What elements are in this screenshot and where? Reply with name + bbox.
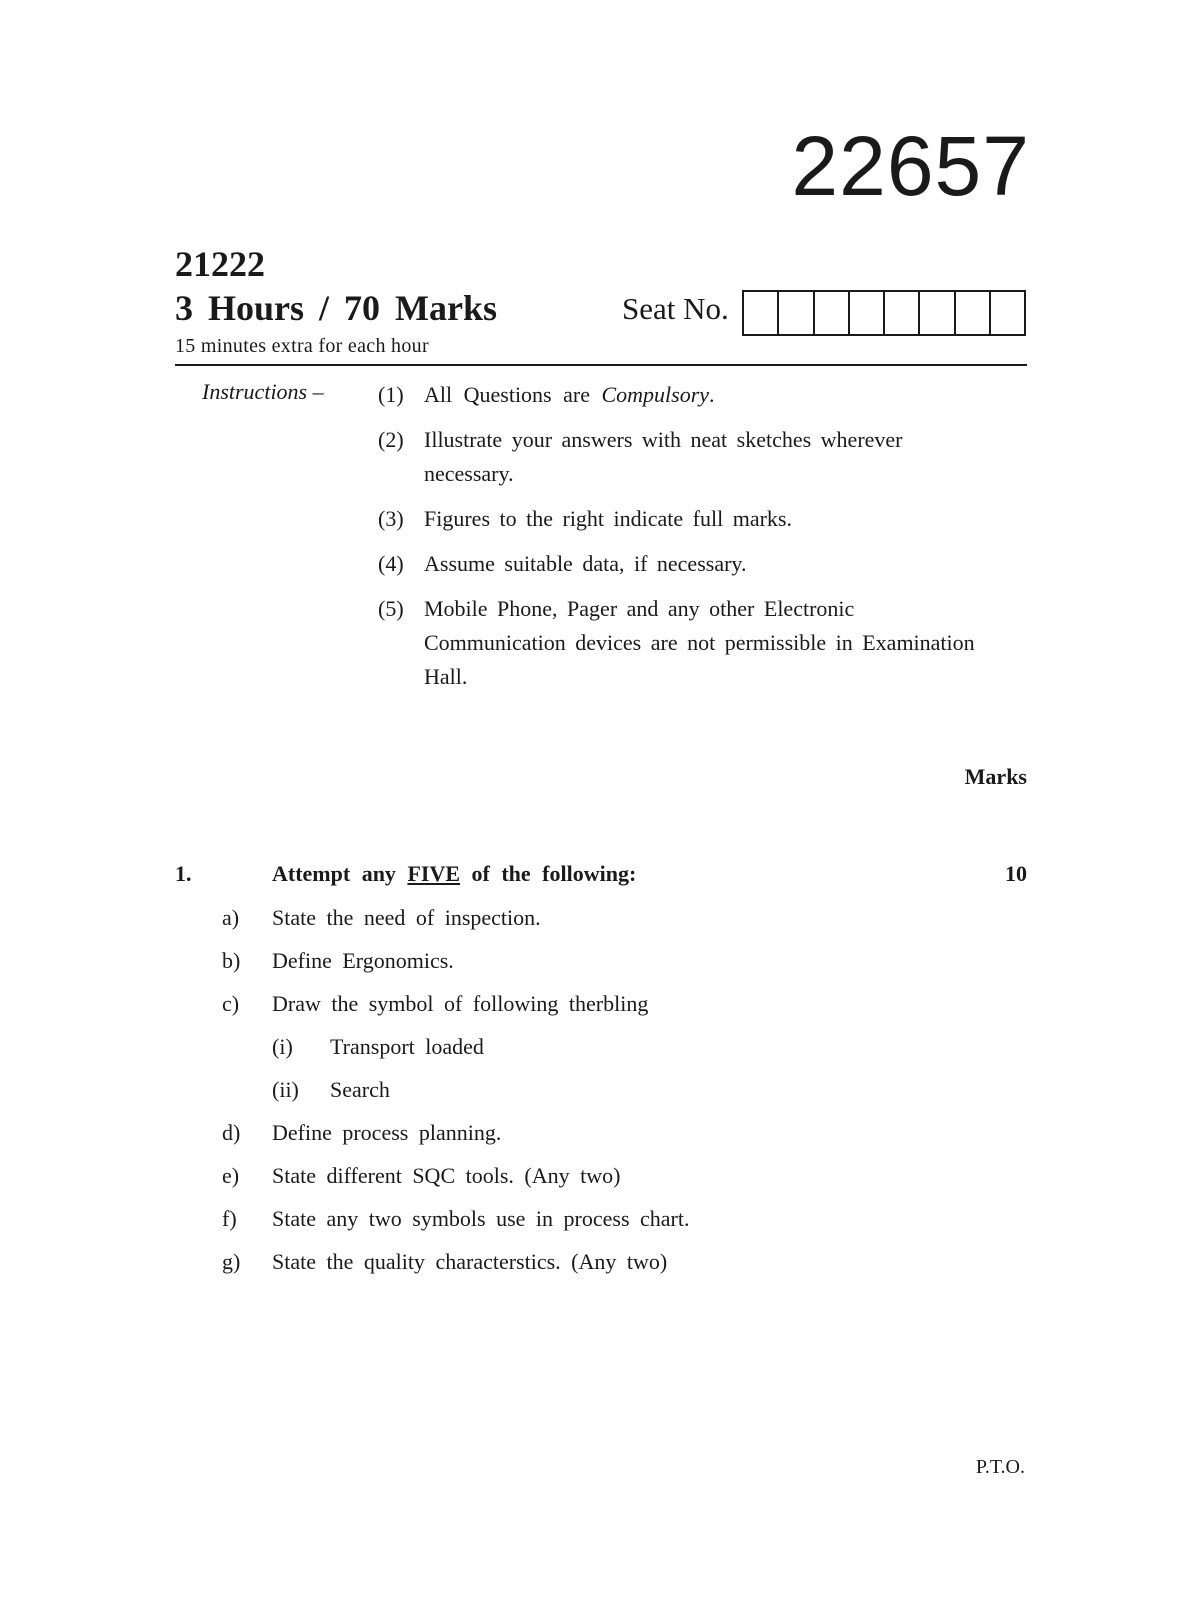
instruction-number: (3)	[378, 506, 404, 531]
instruction-text: All Questions are Compulsory.	[424, 382, 715, 407]
instruction-item	[378, 423, 998, 491]
marks-column-heading: Marks	[964, 764, 1027, 789]
subquestion-label: d)	[222, 1120, 241, 1145]
nested-subquestion-label: (i)	[272, 1034, 293, 1059]
question-subparts	[222, 903, 1002, 1290]
seat-digit-box[interactable]	[815, 292, 850, 334]
subquestion-item	[222, 1204, 1002, 1234]
instruction-number: (1)	[378, 382, 404, 407]
instruction-text: Figures to the right indicate full marks.	[424, 506, 792, 531]
nested-subquestion-text: Search	[330, 1077, 390, 1102]
paper-code: 22657	[791, 119, 1030, 213]
seat-digit-box[interactable]	[744, 292, 779, 334]
subquestion-item	[222, 1161, 1002, 1191]
seat-digit-box[interactable]	[850, 292, 885, 334]
instructions-list	[378, 378, 998, 705]
extra-time-note: 15 minutes extra for each hour	[175, 335, 429, 357]
subject-code: 21222	[175, 244, 265, 284]
seat-digit-box[interactable]	[885, 292, 920, 334]
instruction-text: Assume suitable data, if necessary.	[424, 551, 747, 576]
subquestion-text: Define Ergonomics.	[272, 948, 454, 973]
subquestion-item	[222, 903, 1002, 933]
nested-subquestion-item	[222, 1032, 1002, 1062]
instruction-item	[378, 547, 998, 581]
instruction-number: (4)	[378, 551, 404, 576]
question-title: Attempt any FIVE of the following:	[272, 861, 637, 886]
seat-number-boxes[interactable]	[742, 290, 1026, 336]
nested-subquestion-item	[222, 1075, 1002, 1105]
subquestion-text: Define process planning.	[272, 1120, 502, 1145]
duration-marks: 3 Hours / 70 Marks	[175, 288, 498, 328]
subquestion-text: State different SQC tools. (Any two)	[272, 1163, 621, 1188]
seat-digit-box[interactable]	[779, 292, 814, 334]
subquestion-text: State the quality characterstics. (Any two)	[272, 1249, 668, 1274]
subquestion-label: b)	[222, 948, 241, 973]
instruction-item	[378, 378, 998, 412]
header-divider	[175, 364, 1027, 366]
subquestion-text: Draw the symbol of following therbling	[272, 991, 649, 1016]
instruction-text: Illustrate your answers with neat sketches wherever necessary.	[424, 427, 903, 486]
instruction-item	[378, 502, 998, 536]
seat-digit-box[interactable]	[956, 292, 991, 334]
subquestion-item	[222, 946, 1002, 976]
subquestion-label: c)	[222, 991, 240, 1016]
subquestion-text: State any two symbols use in process chart.	[272, 1206, 690, 1231]
instructions-label: Instructions –	[202, 379, 324, 404]
seat-digit-box[interactable]	[920, 292, 955, 334]
subquestion-item	[222, 1118, 1002, 1148]
instruction-emphasis: Compulsory	[601, 382, 710, 407]
instruction-item	[378, 592, 998, 694]
subquestion-item	[222, 1247, 1002, 1277]
question-number: 1.	[175, 861, 192, 886]
seat-digit-box[interactable]	[991, 292, 1024, 334]
question-marks: 10	[1005, 861, 1027, 886]
subquestion-label: e)	[222, 1163, 240, 1188]
subquestion-label: g)	[222, 1249, 241, 1274]
subquestion-label: f)	[222, 1206, 237, 1231]
nested-subquestion-text: Transport loaded	[330, 1034, 484, 1059]
subquestion-item	[222, 989, 1002, 1019]
instruction-number: (2)	[378, 427, 404, 452]
subquestion-text: State the need of inspection.	[272, 905, 541, 930]
please-turn-over: P.T.O.	[975, 1456, 1025, 1478]
question-emphasis: FIVE	[407, 861, 460, 886]
subquestion-label: a)	[222, 905, 240, 930]
seat-number-label: Seat No.	[622, 291, 729, 326]
instruction-number: (5)	[378, 596, 404, 621]
instruction-text: Mobile Phone, Pager and any other Electronic Communication devices are not permissible in Examination Hall.	[424, 596, 975, 689]
nested-subquestion-label: (ii)	[272, 1077, 299, 1102]
